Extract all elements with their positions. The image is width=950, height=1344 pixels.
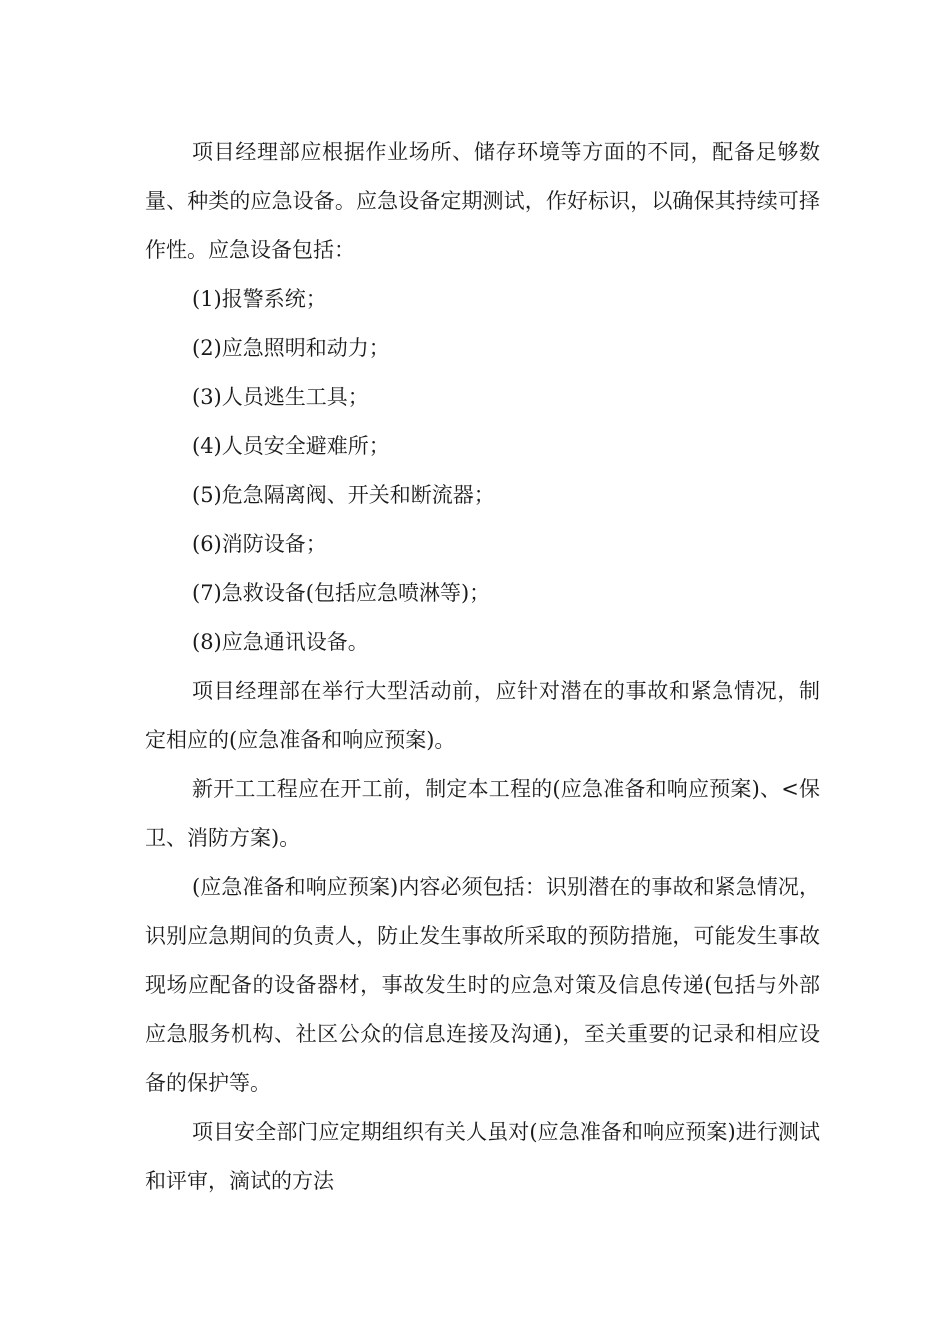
list-item-alarm-system: (1)报警系统； [192, 287, 327, 311]
paragraph-large-events: 项目经理部在举行大型活动前，应针对潜在的事故和紧急情况，制定相应的(应急准备和响应预案)。 [145, 679, 820, 752]
paragraph-new-projects: 新开工工程应在开工前，制定本工程的(应急准备和响应预案)、<保卫、消防方案)。 [145, 777, 820, 850]
list-item-communication: (8)应急通讯设备。 [192, 630, 369, 654]
list-item-emergency-lighting: (2)应急照明和动力； [192, 336, 390, 360]
document-body [145, 128, 820, 1206]
paragraph-plan-contents: (应急准备和响应预案)内容必须包括：识别潜在的事故和紧急情况，识别应急期间的负责人，防止发生事故所采取的预防措施，可能发生事故现场应配备的设备器材，事故发生时的应急对策及信息传递(包括与外部应急服务机构、社区公众的信息连接及沟通)，至关重要的记录和相应设备的保护等。 [145, 875, 820, 1095]
paragraph-testing: 项目安全部门应定期组织有关人虽对(应急准备和响应预案)进行测试和评审，滴试的方法 [145, 1120, 820, 1193]
list-item-shelter: (4)人员安全避难所； [192, 434, 390, 458]
list-item-first-aid: (7)急救设备(包括应急喷淋等)； [192, 581, 491, 605]
list-item-escape-tools: (3)人员逃生工具； [192, 385, 369, 409]
paragraph-equipment-intro: 项目经理部应根据作业场所、储存环境等方面的不同，配备足够数量、种类的应急设备。应急设备定期测试，作好标识，以确保其持续可择作性。应急设备包括： [145, 140, 820, 262]
list-item-isolation-valves: (5)危急隔离阀、开关和断流器； [192, 483, 495, 507]
list-item-fire-equipment: (6)消防设备； [192, 532, 327, 556]
